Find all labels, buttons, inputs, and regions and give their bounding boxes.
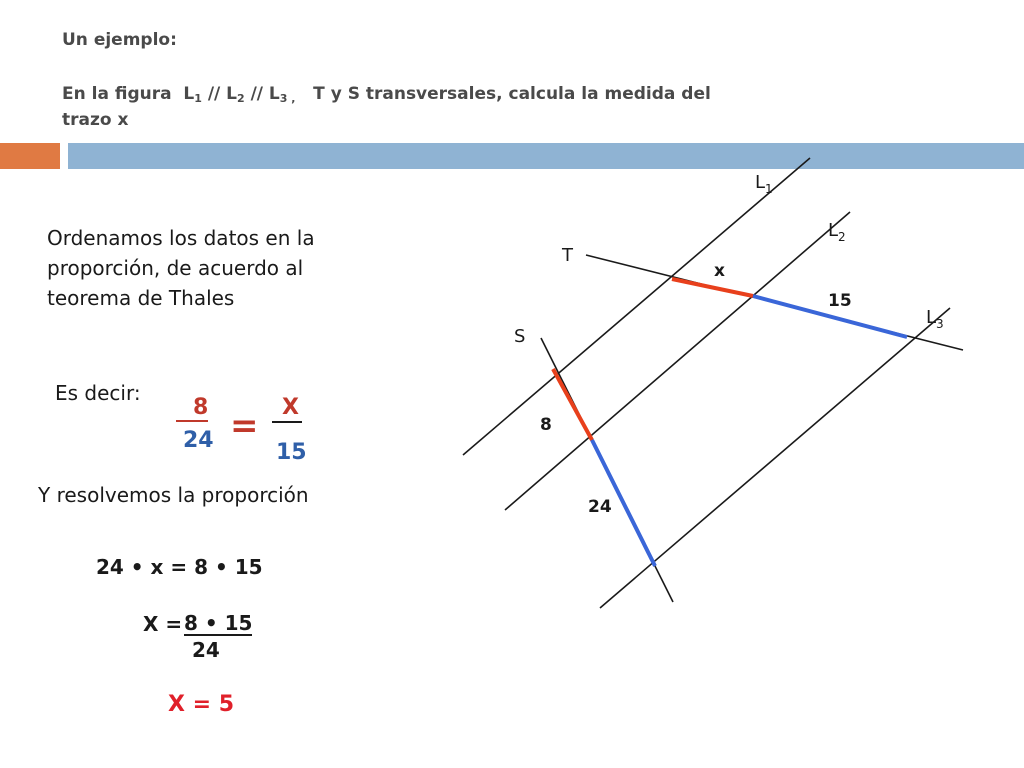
fraction-right-numerator: X bbox=[282, 395, 299, 420]
label-l1: $L_1$ bbox=[755, 172, 773, 196]
label-l3: $L_3$ bbox=[926, 307, 944, 331]
label-x: x bbox=[714, 261, 725, 281]
label-l2: $L_2$ bbox=[828, 220, 846, 244]
equation-step-2-prefix: X = bbox=[143, 612, 183, 636]
label-8: 8 bbox=[540, 415, 552, 435]
header-title: Un ejemplo: bbox=[62, 30, 177, 50]
label-15: 15 bbox=[828, 291, 852, 311]
resolvemos-text: Y resolvemos la proporción bbox=[38, 483, 309, 507]
equals-sign: = bbox=[230, 406, 259, 446]
header-problem-line2: trazo x bbox=[62, 110, 129, 130]
fraction-left-numerator: 8 bbox=[193, 395, 209, 420]
intro-text: Ordenamos los datos en la proporción, de acuerdo al teorema de Thales bbox=[47, 226, 315, 310]
line-l2 bbox=[505, 212, 850, 510]
segment-8-red bbox=[553, 369, 592, 440]
fraction-left-denominator: 24 bbox=[183, 428, 214, 453]
equation-step-2-denominator: 24 bbox=[192, 638, 220, 662]
fraction-right-denominator: 15 bbox=[276, 440, 307, 465]
result-answer: X = 5 bbox=[168, 692, 235, 717]
equation-step-2-numerator: 8 • 15 bbox=[184, 611, 253, 635]
label-t: T bbox=[562, 245, 573, 266]
header-problem-line1: En la figura $L_1 // L_2 // L_{3 ,}$ T y S transversales, calcula la medida del bbox=[62, 84, 711, 105]
line-l1 bbox=[463, 158, 810, 455]
es-decir-label: Es decir: bbox=[55, 381, 141, 405]
label-24: 24 bbox=[588, 497, 612, 517]
segment-x-red bbox=[672, 279, 753, 296]
label-s: S bbox=[514, 326, 526, 347]
equation-step-1: 24 • x = 8 • 15 bbox=[96, 555, 263, 579]
